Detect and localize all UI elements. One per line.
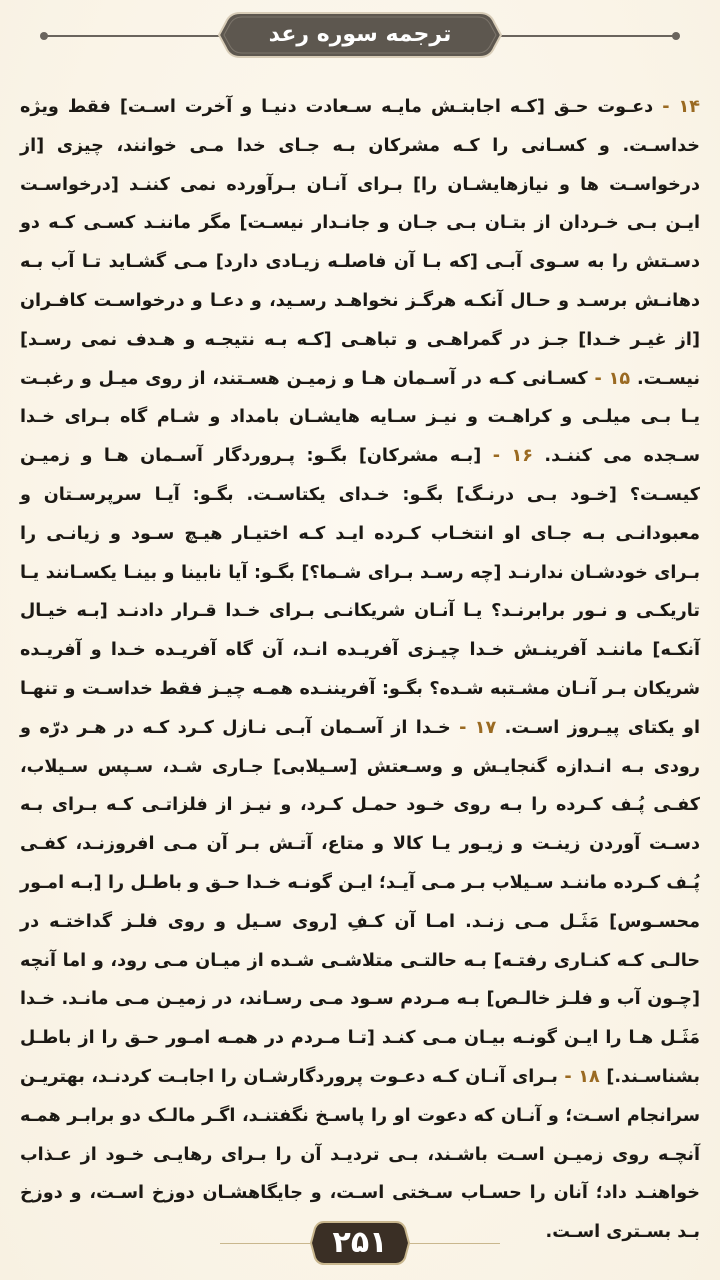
header — [0, 12, 720, 60]
footer-rule-left — [220, 1243, 310, 1244]
header-ornament-dot-right — [672, 32, 680, 40]
verse-text: کسـانی کـه در آسـمان هـا و زمیـن هسـتند، از روی میـل و رغبـت یـا بـی میلـی و کراهـت و نیـز سـایه هایشـان بامداد و شـام گاه بـرای خـدا سـجده می کننـد. — [20, 368, 701, 467]
footer-rule-right — [410, 1243, 500, 1244]
verse-number: ۱۵ - — [587, 368, 631, 389]
header-badge — [218, 12, 502, 58]
verse-text: خـدا از آسـمان آبـی نـازل کـرد کـه در هـر درّه و رودی بـه انـدازه گنجایـش و وسـعتش [سـیلابی] جـاری شـد، سـپس سـیلاب، کفـی پُـف کـرده را بـه روی خـود حمـل کـرد، و نیـز از فلزاتـی کـه بـرای بـه دسـت آوردن زینـت و زیـور یـا کالا و متاع، آتـش بـر آن مـی افروزنـد، کفـی پُـف کـرده ماننـد سـیلاب بـر مـی آیـد؛ ایـن گونـه خـدا حـق و باطـل را [بـه امـور محسـوس] مَثَـل مـی زنـد. امـا آن کـفِ [روی سـیل و روی فلـز گداختـه در حالـی کـه کنـاری رفتـه] بـه حالتـی متلاشـی شـده از میـان مـی رود، و اما آنچه [چـون آب و فلـز خالـص] بـه مـردم سـود مـی رسـاند، در زمیـن مـی مانـد. خـدا مَثَـل هـا را ایـن گونـه بیـان مـی کنـد [تـا مـردم در همـه امـور حـق را از باطـل بشناسـند.] — [20, 717, 701, 1087]
header-rule-right — [494, 35, 674, 37]
verse-text: دعـوت حـق [کـه اجابتـش مایـه سـعادت دنیـا و آخرت اسـت] فقط ویژه خداسـت. و کسـانی را کـه مشرکان بـه جـای خدا مـی خوانند، چیزی [از درخواسـت ها و نیازهایشـان را] بـرای آنـان بـرآورده نمی کننـد [درخواسـت ایـن بـی خـردان از بتـان بـی جـان و جانـدار نیسـت] مگر ماننـد کسـی کـه دو دسـتش را به سـوی آبـی [که بـا آن فاصلـه زیـادی دارد] مـی گشـاید تـا آب بـه دهانـش برسـد و حـال آنکـه هرگـز نخواهـد رسـید، و دعـا و درخواسـت کافـران [از غیـر خـدا] جـز در گمراهـی و تباهـی [کـه بـه نتیجـه و هـدف نمی رسـد] نیسـت. — [20, 97, 701, 389]
verse-number: ۱۷ - — [450, 717, 497, 738]
verse-number: ۱۶ - — [481, 446, 533, 467]
header-ornament-dot-left — [40, 32, 48, 40]
header-rule-left — [46, 35, 226, 37]
footer — [0, 1218, 720, 1270]
verse-number: ۱۴ - — [653, 97, 701, 117]
page-number-badge — [310, 1220, 410, 1266]
page-number: ۲۵۱ — [332, 1225, 388, 1260]
page-title: ترجمه سوره رعد — [268, 22, 452, 47]
verse-text: [بـه مشرکان] بگـو: پـروردگار آسـمان هـا و زمیـن کیسـت؟ [خـود بـی درنـگ] بگـو: خـدای یکتاسـت. بگـو: آیـا سرپرسـتان و معبودانـی بـه جـای او انتخـاب کـرده ایـد کـه اختیـار هیـچ سـود و زیانـی را بـرای خودشـان ندارنـد [چه رسـد بـرای شـما؟] بگـو: آیا نابینا و بینـا یکسـانند یـا تاریکـی و نـور برابرنـد؟ یـا آنـان شریکانـی بـرای خـدا قـرار دادنـد [بـه خیـال آنکـه] ماننـد آفرینـش خـدا چیـزی آفریـده انـد، آن گاه آفریـده خـدا و آفریـده شریکان بـر آنـان مشـتبه شـده؟ بگـو: آفریننـده همـه چیـز فقط خداسـت و تنهـا او یکتای پیـروز اسـت. — [20, 446, 700, 738]
verse-number: ۱۸ - — [557, 1066, 600, 1087]
verse-text: بـرای آنـان کـه دعـوت پروردگارشـان را اجابـت کردنـد، بهتریـن سرانجام اسـت؛ و آنـان که دعوت او را پاسـخ نگفتنـد، اگـر مالـک دو برابـر همـه آنچـه روی زمیـن اسـت باشـند، بـی تردیـد آن را بـرای رهایـی خـود از عـذاب خواهنـد داد؛ آنان را حسـاب سـختی اسـت، و جایگاهشـان دوزخ اسـت، و دوزخ بـد بسـتری اسـت. — [20, 1066, 700, 1243]
